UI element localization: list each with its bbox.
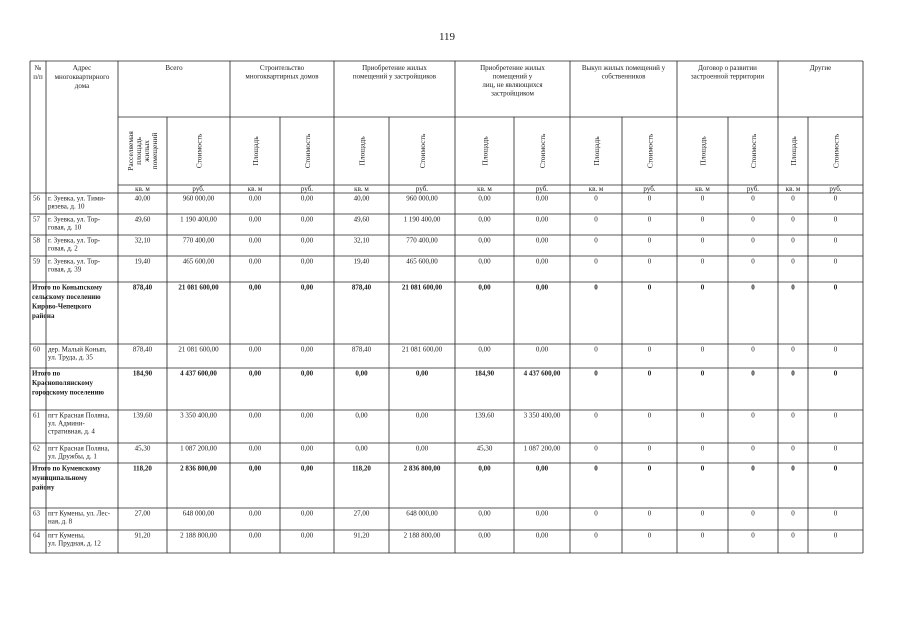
- row-value: 878,40: [132, 283, 153, 292]
- svg-text:Расселяемаяплощадьжилыхпомещен: Расселяемаяплощадьжилыхпомещений: [126, 131, 159, 171]
- row-value: 0: [647, 531, 652, 540]
- row-value: 0: [833, 369, 838, 378]
- header-num: № п/п: [33, 64, 43, 81]
- row-value: 19,40: [134, 257, 151, 266]
- row-value: 0,00: [248, 369, 262, 378]
- row-value: 0,00: [478, 345, 491, 354]
- unit-label: кв. м: [785, 185, 801, 193]
- row-value: 0,00: [535, 257, 549, 266]
- row-value: 0: [647, 283, 652, 292]
- row-value: 1 087 200,00: [523, 444, 561, 453]
- row-value: 0: [791, 236, 795, 245]
- row-value: 32,10: [134, 236, 151, 245]
- subheader-area: [251, 136, 260, 166]
- row-value: 0: [594, 509, 598, 518]
- row-value: 0,00: [478, 194, 491, 203]
- table-row: [33, 216, 838, 232]
- row-value: 0: [751, 444, 755, 453]
- row-value: 0,00: [300, 464, 314, 473]
- header-group-purchase-developers: Приобретение жилых помещений у застройщиков: [352, 64, 437, 81]
- row-value: 0,00: [248, 509, 262, 518]
- row-value: 49,60: [134, 215, 151, 224]
- row-value: 21 081 600,00: [178, 283, 219, 292]
- row-value: 0,00: [248, 411, 262, 420]
- row-value: 465 600,00: [406, 257, 438, 266]
- row-address: пгт Кумены, ул. Прудная, д. 12: [48, 531, 101, 548]
- row-address: Итого по Краснополянскому городскому поселению: [32, 369, 104, 397]
- row-value: 0: [751, 531, 755, 540]
- table-row: [33, 510, 838, 526]
- row-value: 49,60: [353, 215, 370, 224]
- row-value: 21 081 600,00: [401, 345, 443, 354]
- row-value: 0,00: [300, 257, 314, 266]
- row-value: 91,20: [353, 531, 370, 540]
- row-value: 0,00: [300, 236, 314, 245]
- row-value: 0,00: [300, 283, 314, 292]
- row-value: 648 000,00: [406, 509, 438, 518]
- row-value: 4 437 600,00: [180, 369, 217, 378]
- row-value: 0: [700, 509, 705, 518]
- row-value: 0: [647, 369, 652, 378]
- table-row: [33, 258, 838, 274]
- svg-text:Стоимость: Стоимость: [538, 133, 547, 169]
- row-value: 0,00: [248, 194, 262, 203]
- row-value: 21 081 600,00: [401, 283, 443, 292]
- table-row: [33, 445, 838, 461]
- row-value: 184,90: [132, 369, 153, 378]
- row-value: 0,00: [300, 411, 314, 420]
- row-value: 0: [594, 444, 598, 453]
- svg-text:Стоимость: Стоимость: [418, 133, 427, 169]
- unit-label: руб.: [415, 185, 429, 193]
- row-value: 2 836 800,00: [403, 464, 441, 473]
- unit-label: руб.: [746, 185, 760, 193]
- row-value: 40,00: [353, 194, 370, 203]
- row-value: 0: [751, 215, 755, 224]
- header-group-purchase-non-developers: Приобретение жилых помещений у лиц, не являющихся застройщиком: [480, 64, 545, 98]
- subheader-area: [789, 136, 798, 166]
- row-value: 0: [833, 411, 838, 420]
- row-value: 0,00: [478, 236, 491, 245]
- row-value: 27,00: [134, 509, 151, 518]
- header-group-buyout-owners: Выкуп жилых помещений у собственников: [581, 64, 666, 81]
- row-value: 40,00: [134, 194, 151, 203]
- row-number: 60: [33, 345, 40, 354]
- subheader-cost: [646, 133, 655, 168]
- row-value: 2 188 800,00: [403, 531, 441, 540]
- row-value: 0: [700, 345, 705, 354]
- row-value: 0: [833, 531, 838, 540]
- subheader-area: [481, 136, 490, 166]
- row-value: 0,00: [478, 257, 491, 266]
- subheader-cost: [749, 133, 758, 168]
- svg-text:Площадь: Площадь: [480, 136, 490, 166]
- row-value: 0: [700, 283, 705, 292]
- row-number: 63: [33, 509, 40, 518]
- unit-label: кв. м: [695, 185, 710, 193]
- row-value: 465 600,00: [182, 257, 215, 266]
- row-number: 59: [33, 257, 40, 266]
- unit-label: руб.: [300, 185, 314, 193]
- unit-label: руб.: [192, 185, 205, 193]
- row-address: Итого по Куменскому муниципальному району: [32, 464, 101, 492]
- row-value: 0,00: [535, 464, 549, 473]
- row-value: 0: [700, 236, 705, 245]
- row-address: пгт Красная Поляна, ул. Дружбы, д. 1: [48, 444, 110, 461]
- row-value: 0,00: [535, 283, 549, 292]
- row-number: 56: [33, 194, 40, 203]
- row-value: 0: [751, 283, 755, 292]
- row-value: 32,10: [353, 236, 370, 245]
- row-value: 0: [594, 194, 598, 203]
- row-value: 0: [647, 411, 652, 420]
- row-value: 878,40: [351, 345, 372, 354]
- row-value: 0,00: [478, 531, 491, 540]
- row-value: 0: [594, 345, 598, 354]
- row-value: 0: [791, 531, 795, 540]
- row-value: 648 000,00: [182, 509, 215, 518]
- unit-label: руб.: [829, 185, 842, 193]
- row-value: 878,40: [351, 283, 372, 292]
- row-value: 0: [647, 345, 652, 354]
- row-value: 0,00: [300, 531, 314, 540]
- header-group-total: Всего: [165, 64, 183, 72]
- page-number: 119: [438, 31, 456, 43]
- header-address: Адрес многоквартирного дома: [54, 64, 110, 90]
- row-value: 0: [594, 257, 598, 266]
- subheader-area: [699, 136, 708, 166]
- row-address: Итого по Коныпскому сельскому поселению Кирово-Чепецкого района: [32, 283, 103, 320]
- row-value: 45,30: [134, 444, 151, 453]
- row-value: 0: [751, 464, 755, 473]
- total-row: [32, 284, 838, 321]
- row-address: г. Зуевка, ул. Тор-говая, д. 2: [48, 236, 101, 253]
- row-value: 0: [833, 194, 838, 203]
- svg-text:Стоимость: Стоимость: [645, 133, 655, 169]
- unit-label: руб.: [643, 185, 656, 193]
- unit-label: кв. м: [354, 185, 369, 193]
- row-value: 0: [647, 464, 652, 473]
- row-value: 0: [751, 345, 755, 354]
- unit-label: кв. м: [135, 185, 150, 193]
- svg-text:Стоимость: Стоимость: [749, 133, 758, 169]
- row-value: 0: [791, 257, 795, 266]
- svg-text:Площадь: Площадь: [789, 136, 798, 166]
- row-value: 3 350 400,00: [180, 411, 217, 420]
- row-value: 0: [700, 194, 705, 203]
- row-number: 61: [33, 411, 40, 420]
- unit-label: кв. м: [477, 185, 492, 193]
- row-value: 0,00: [415, 369, 429, 378]
- row-value: 0,00: [355, 411, 368, 420]
- table-row: [33, 346, 838, 362]
- row-value: 0: [833, 464, 838, 473]
- row-value: 0: [647, 194, 652, 203]
- row-value: 0,00: [535, 194, 549, 203]
- row-value: 184,90: [474, 369, 495, 378]
- row-value: 0: [647, 509, 652, 518]
- row-value: 0: [647, 215, 652, 224]
- row-value: 0,00: [415, 411, 429, 420]
- svg-text:Площадь: Площадь: [698, 136, 708, 166]
- row-value: 0: [791, 464, 795, 473]
- row-address: г. Зуевка, ул. Тими-рязева, д. 10: [48, 194, 106, 211]
- row-value: 27,00: [353, 509, 370, 518]
- subheader-area: [358, 136, 367, 166]
- row-value: 0,00: [248, 345, 262, 354]
- row-value: 960 000,00: [406, 194, 438, 203]
- row-value: 878,40: [132, 345, 153, 354]
- row-value: 0,00: [248, 531, 262, 540]
- row-value: 0: [700, 215, 705, 224]
- row-address: дер. Малый Конып, ул. Труда, д. 35: [48, 345, 107, 362]
- row-value: 0,00: [478, 509, 491, 518]
- row-value: 2 836 800,00: [180, 464, 217, 473]
- header-group-territory-contract: Договор о развитии застроенной территории: [690, 64, 765, 81]
- row-value: 0,00: [300, 444, 314, 453]
- row-value: 0,00: [415, 444, 429, 453]
- table-row: [33, 412, 838, 436]
- svg-text:Площадь: Площадь: [251, 136, 260, 166]
- svg-text:Площадь: Площадь: [592, 136, 601, 166]
- row-value: 91,20: [134, 531, 151, 540]
- row-value: 0,00: [300, 215, 314, 224]
- row-value: 0,00: [248, 283, 262, 292]
- row-number: 62: [33, 444, 40, 453]
- row-value: 0,00: [535, 236, 549, 245]
- svg-text:Стоимость: Стоимость: [303, 133, 312, 169]
- header-group-construction: Строительство многоквартирных домов: [245, 64, 319, 81]
- row-value: 139,60: [474, 411, 495, 420]
- row-value: 0: [594, 464, 598, 473]
- row-value: 0: [594, 283, 598, 292]
- row-value: 118,20: [352, 464, 371, 473]
- row-value: 0: [751, 236, 755, 245]
- row-value: 0,00: [535, 215, 549, 224]
- row-value: 0: [791, 215, 795, 224]
- subheader-cost: [195, 133, 204, 168]
- table-row: [33, 532, 838, 548]
- row-value: 2 188 800,00: [180, 531, 217, 540]
- row-value: 0,00: [248, 236, 262, 245]
- row-value: 0: [791, 444, 795, 453]
- row-value: 0: [700, 464, 705, 473]
- table-header: [33, 64, 842, 193]
- row-value: 0: [833, 236, 838, 245]
- svg-text:Стоимость: Стоимость: [194, 133, 204, 169]
- row-value: 0: [751, 257, 755, 266]
- row-value: 0: [700, 257, 705, 266]
- row-value: 0,00: [535, 531, 549, 540]
- row-value: 0,00: [355, 369, 368, 378]
- row-value: 0,00: [535, 509, 549, 518]
- row-value: 0: [594, 215, 598, 224]
- row-value: 19,40: [353, 257, 370, 266]
- row-value: 139,60: [132, 411, 153, 420]
- row-value: 0: [647, 236, 652, 245]
- row-value: 0: [594, 369, 598, 378]
- row-value: 0,00: [300, 509, 314, 518]
- row-address: г. Зуевка, ул. Тор-говая, д. 39: [48, 257, 101, 274]
- table-row: [33, 237, 838, 253]
- row-value: 0: [700, 411, 705, 420]
- row-value: 4 437 600,00: [523, 369, 561, 378]
- row-value: 0,00: [248, 464, 262, 473]
- row-value: 0: [647, 257, 652, 266]
- row-value: 0,00: [478, 215, 491, 224]
- total-row: [32, 465, 838, 492]
- row-value: 0: [594, 531, 598, 540]
- row-value: 0,00: [248, 444, 262, 453]
- row-value: 3 350 400,00: [523, 411, 561, 420]
- row-value: 0: [833, 444, 838, 453]
- row-value: 0: [594, 411, 598, 420]
- row-value: 0: [700, 369, 705, 378]
- row-value: 770 400,00: [406, 236, 438, 245]
- row-value: 0: [791, 411, 795, 420]
- header-group-other: Другие: [809, 64, 832, 72]
- row-value: 0: [751, 411, 755, 420]
- row-value: 0,00: [355, 444, 368, 453]
- row-value: 0,00: [478, 464, 491, 473]
- row-value: 118,20: [133, 464, 152, 473]
- row-value: 0,00: [300, 194, 314, 203]
- table-body: [32, 195, 838, 548]
- row-value: 0: [833, 257, 838, 266]
- row-value: 0,00: [478, 283, 491, 292]
- row-value: 21 081 600,00: [178, 345, 219, 354]
- row-value: 0,00: [535, 345, 549, 354]
- row-address: пгт Красная Поляна, ул. Админи-стративная, д. 4: [48, 411, 110, 436]
- row-value: 0,00: [300, 345, 314, 354]
- row-value: 0: [791, 369, 795, 378]
- row-value: 0: [647, 444, 652, 453]
- row-value: 0: [700, 444, 705, 453]
- subheader-cost: [832, 133, 841, 168]
- row-address: г. Зуевка, ул. Тор-говая, д. 10: [48, 215, 101, 232]
- row-value: 0: [594, 236, 598, 245]
- row-value: 45,30: [476, 444, 493, 453]
- row-value: 0: [833, 283, 838, 292]
- total-row: [32, 370, 838, 397]
- subheader-cost: [538, 133, 547, 168]
- row-value: 0: [833, 215, 838, 224]
- row-value: 0,00: [248, 257, 262, 266]
- subheader-cost: [303, 133, 312, 168]
- row-value: 0: [791, 194, 795, 203]
- subheader-area: [126, 131, 159, 171]
- unit-label: руб.: [535, 185, 549, 193]
- svg-text:Площадь: Площадь: [357, 136, 367, 166]
- unit-label: кв. м: [247, 185, 263, 193]
- row-value: 1 087 200,00: [180, 444, 217, 453]
- row-number: 58: [33, 236, 40, 245]
- row-value: 960 000,00: [182, 194, 215, 203]
- row-value: 770 400,00: [182, 236, 215, 245]
- row-value: 0: [751, 509, 755, 518]
- subheader-area: [592, 136, 601, 166]
- row-address: пгт Кумены, ул. Лес-ная, д. 8: [48, 509, 111, 526]
- row-value: 0: [791, 345, 795, 354]
- row-value: 0: [751, 194, 755, 203]
- row-value: 0: [833, 345, 838, 354]
- row-number: 57: [33, 215, 40, 224]
- row-value: 0: [791, 283, 795, 292]
- row-value: 0: [791, 509, 795, 518]
- row-value: 0: [751, 369, 755, 378]
- subheader-cost: [418, 133, 427, 168]
- row-value: 1 190 400,00: [180, 215, 217, 224]
- row-value: 0,00: [300, 369, 314, 378]
- row-value: 1 190 400,00: [403, 215, 441, 224]
- table-row: [33, 195, 838, 211]
- unit-label: кв. м: [588, 185, 604, 193]
- row-value: 0,00: [248, 215, 262, 224]
- row-number: 64: [33, 531, 40, 540]
- svg-text:Стоимость: Стоимость: [831, 133, 841, 169]
- row-value: 0: [700, 531, 705, 540]
- row-value: 0: [833, 509, 838, 518]
